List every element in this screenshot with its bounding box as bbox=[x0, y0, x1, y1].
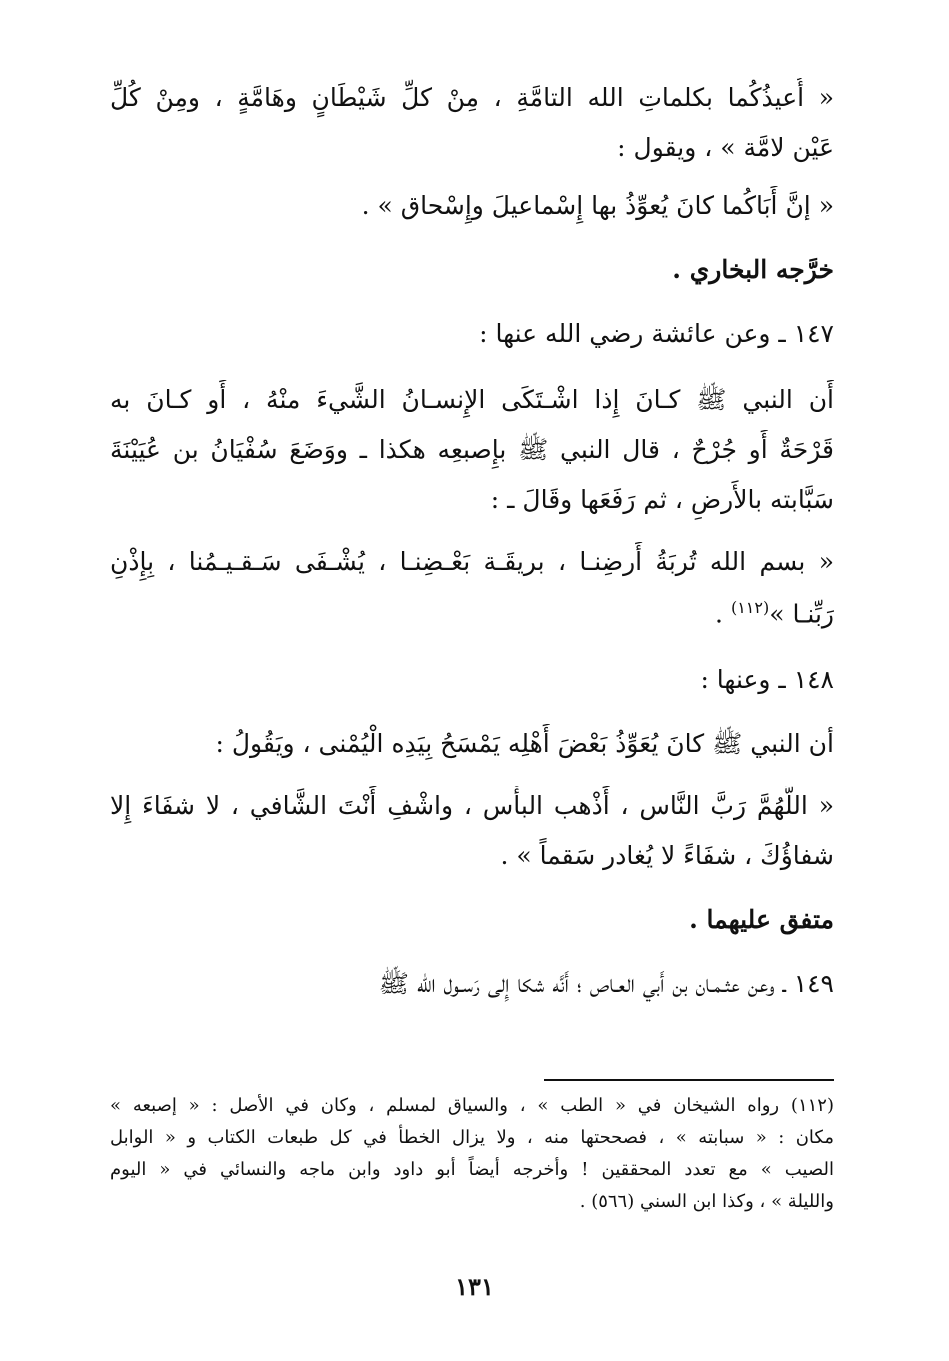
hadith-heading: ١٤٧ ـ وعن عائشة رضي الله عنها : bbox=[479, 319, 834, 348]
text-line: « اللَّهُمَّ رَبَّ النَّاس ، أَذْهب البأْس ، واشْفِ أَنْتَ الشَّافي ، لا شفَاءَ إِلا bbox=[110, 791, 834, 821]
footnote-line: والليلة » ، وكذا ابن السني (٥٦٦) . bbox=[579, 1191, 834, 1212]
hadith-heading: ١٤٩ ـ وعن عثـمـان بن أَبي العـاص ؛ أَنَّه شكا إِلى رَسـول الله ﷺ bbox=[378, 969, 834, 999]
source-attribution: متفق عليهما . bbox=[689, 905, 834, 935]
text-fragment: . bbox=[715, 599, 723, 629]
main-text bbox=[110, 78, 834, 1004]
text-line: أَن النبي ﷺ كـانَ إِذا اشْـتَكَى الإِنسـانُ الشَّيءَ منْهُ ، أَو كـانَ به bbox=[110, 385, 834, 414]
text-line: قَرْحَةٌ أَو جُرْحٌ ، قال النبي ﷺ بإِصبعِه هكذا ـ ووَضَعَ سُفْيَانُ بن عُيَيْنَةَ bbox=[110, 435, 834, 464]
footnote-line: مكان : « سبابته » ، فصححتها منه ، ولا يزال الخطأ في كل طبعات الكتاب و « الوابل bbox=[110, 1127, 834, 1148]
text-line: شفاؤُكَ ، شفَاءً لا يُغادر سَقماً » . bbox=[500, 841, 834, 871]
footnote-reference: (١١٢) bbox=[730, 598, 770, 617]
text-line: « إنَّ أَبَاكُما كانَ يُعوِّذُ بها إِسْماعيلَ وإِسْحاق » . bbox=[361, 191, 834, 220]
page-number: ١٣١ bbox=[455, 1272, 494, 1301]
text-fragment: رَبِّنـا » bbox=[769, 599, 834, 629]
text-line bbox=[110, 588, 834, 634]
footnotes bbox=[110, 1090, 834, 1218]
text-line: سَبَّابته بالأَرضِ ، ثم رَفَعَها وقَالَ ـ : bbox=[490, 485, 834, 514]
text-line: « أُعيذُكُما بكلماتِ الله التامَّةِ ، مِنْ كلِّ شَيْطَانٍ وهَامَّةٍ ، ومِنْ كُلِّ bbox=[110, 83, 834, 112]
text-line: « بسم الله تُربَةُ أَرضِنـا ، بريقَـة بَعْـضِنـا ، يُشْـفَى سَـقـيـمُنا ، بِإِذْنِ bbox=[110, 547, 834, 576]
source-attribution: خرَّجه البخاري . bbox=[672, 255, 834, 284]
footnote-line: (١١٢) رواه الشيخان في « الطب » ، والسياق لمسلم ، وكان في الأصل : « إصبعه » bbox=[110, 1095, 834, 1116]
text-line: عَيْن لامَّة » ، ويقول : bbox=[617, 133, 834, 162]
footnote-separator bbox=[544, 1079, 834, 1081]
hadith-heading: ١٤٨ ـ وعنها : bbox=[700, 665, 834, 695]
footnote-line: الصيب » مع تعدد المحققين ! وأخرجه أيضاً أبو داود وابن ماجه والنسائي في « اليوم bbox=[110, 1159, 834, 1180]
text-line: أن النبي ﷺ كانَ يُعَوِّذُ بَعْضَ أَهْلِه يَمْسَحُ بِيَدِه الْيُمْنى ، ويَقُولُ : bbox=[215, 729, 834, 759]
